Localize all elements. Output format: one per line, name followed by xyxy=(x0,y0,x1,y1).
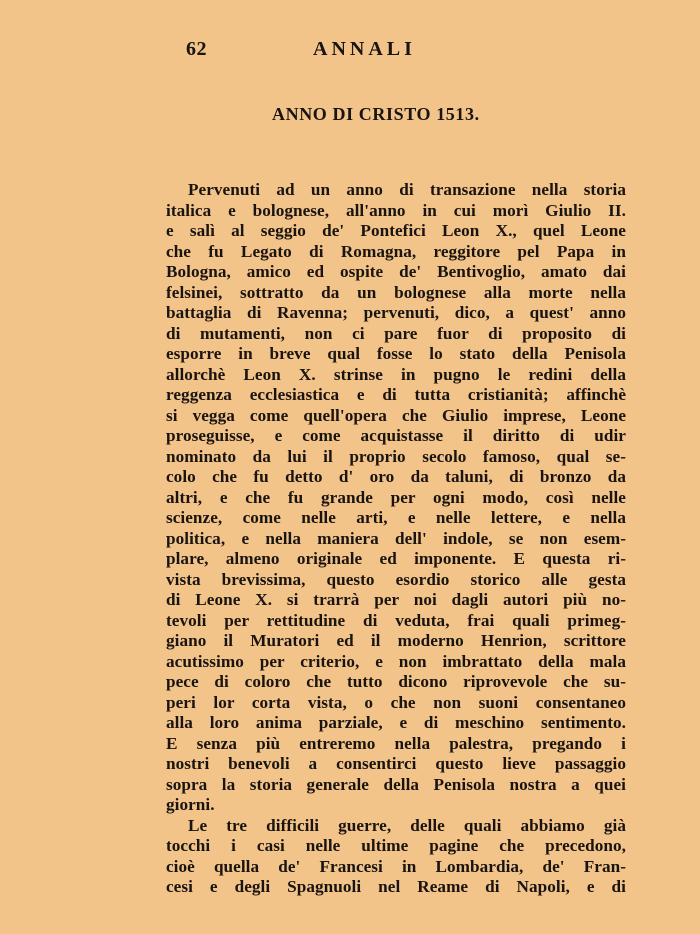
text-line: proseguisse, e come acquistasse il diritto di udir xyxy=(166,426,626,445)
text-line: allorchè Leon X. strinse in pugno le redini della xyxy=(166,364,626,384)
page-number: 62 xyxy=(186,38,207,60)
text-line: scienze, come nelle arti, e nelle lettere, e nella xyxy=(166,508,626,527)
text-line: cesi e degli Spagnuoli nel Reame di Napoli, e di xyxy=(166,877,626,896)
text-line: che fu Legato di Romagna, reggitore pel Papa in xyxy=(166,241,626,261)
text-line: cioè quella de' Francesi in Lombardia, de' Fran- xyxy=(166,856,626,876)
text-line: nominato da lui il proprio secolo famoso, qual se- xyxy=(166,446,626,466)
text-line: plare, almeno originale ed imponente. E questa ri- xyxy=(166,549,626,568)
text-line: peri lor corta vista, o che non suoni consentaneo xyxy=(166,692,626,712)
text-line: felsinei, sottratto da un bolognese alla morte nella xyxy=(166,282,626,302)
running-title: ANNALI xyxy=(313,38,416,60)
text-line: reggenza ecclesiastica e di tutta cristianità; affinchè xyxy=(166,385,626,404)
text-line: si vegga come quell'opera che Giulio imprese, Leone xyxy=(166,405,626,425)
body-text xyxy=(166,180,626,898)
text-line: sopra la storia generale della Penisola nostra a quei xyxy=(166,774,626,794)
page-header xyxy=(0,38,700,64)
chapter-title: ANNO DI CRISTO 1513. xyxy=(272,104,480,124)
text-line: tevoli per rettitudine di veduta, frai quali primeg- xyxy=(166,610,626,630)
text-line: altri, e che fu grande per ogni modo, così nelle xyxy=(166,487,626,507)
text-line: di Leone X. si trarrà per noi dagli autori più no- xyxy=(166,590,626,609)
text-line: giorni. xyxy=(166,795,215,814)
text-line: Pervenuti ad un anno di transazione nella storia xyxy=(188,180,626,199)
text-line: di mutamenti, non ci pare fuor di proposito di xyxy=(166,323,626,343)
text-line: italica e bolognese, all'anno in cui morì Giulio II. xyxy=(166,200,626,220)
text-line: e salì al seggio de' Pontefici Leon X., quel Leone xyxy=(166,221,626,240)
text-line: esporre in breve qual fosse lo stato della Penisola xyxy=(166,344,626,363)
text-line: alla loro anima parziale, e di meschino sentimento. xyxy=(166,713,626,732)
text-line: acutissimo per criterio, e non imbrattato della mala xyxy=(166,651,626,671)
text-line: tocchi i casi nelle ultime pagine che precedono, xyxy=(166,836,626,855)
text-line: giano il Muratori ed il moderno Henrion, scrittore xyxy=(166,631,626,650)
text-line: E senza più entreremo nella palestra, pregando i xyxy=(166,733,626,753)
text-line: battaglia di Ravenna; pervenuti, dico, a quest' anno xyxy=(166,303,626,322)
text-line: politica, e nella maniera dell' indole, se non esem- xyxy=(166,528,626,548)
text-line: pece di coloro che tutto dicono riprovevole che su- xyxy=(166,672,626,691)
text-line: colo che fu detto d' oro da taluni, di bronzo da xyxy=(166,467,626,486)
text-line: vista brevissima, questo esordio storico alle gesta xyxy=(166,569,626,589)
text-line: nostri benevoli a consentirci questo lieve passaggio xyxy=(166,754,626,773)
text-line: Bologna, amico ed ospite de' Bentivoglio, amato dai xyxy=(166,262,626,281)
text-line: Le tre difficili guerre, delle quali abbiamo già xyxy=(188,815,626,835)
